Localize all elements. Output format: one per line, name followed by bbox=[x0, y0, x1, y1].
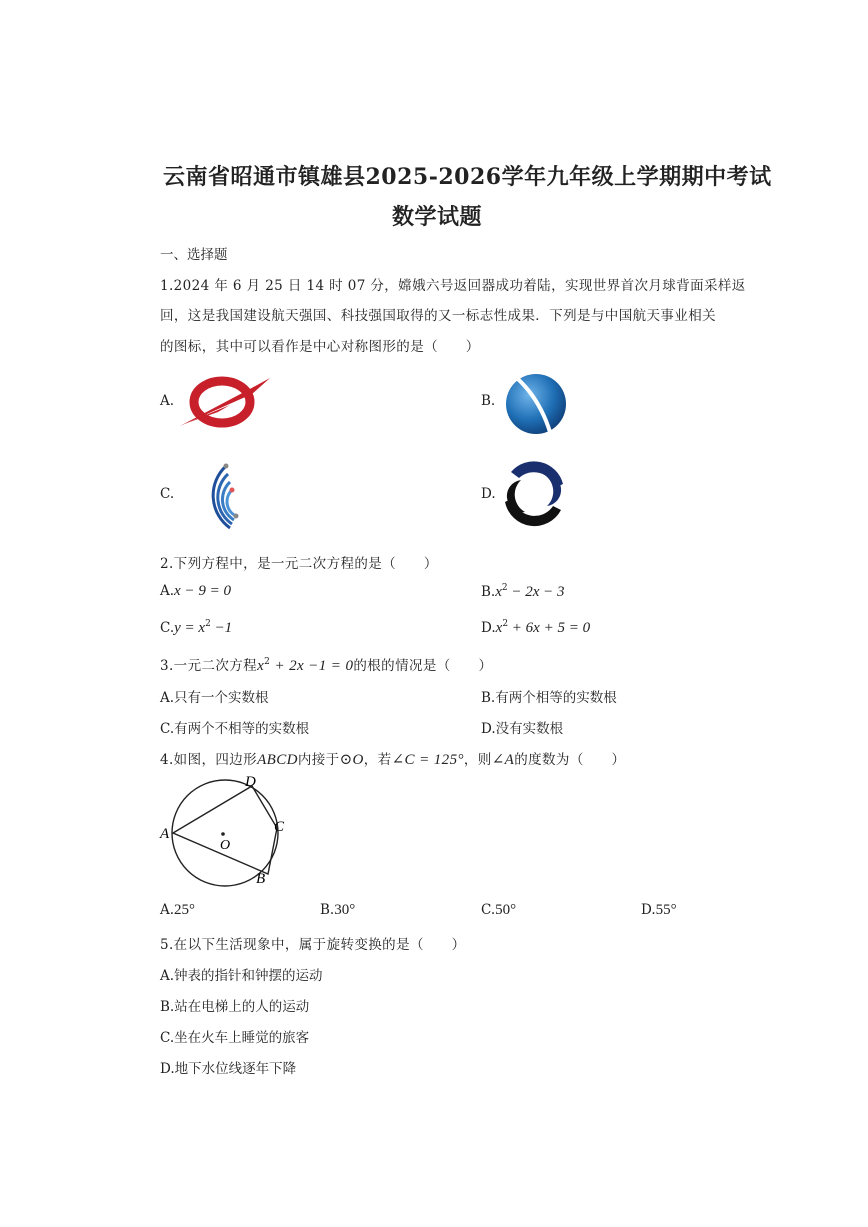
q2-option-d bbox=[481, 619, 590, 637]
q4-option-d-value: 55° bbox=[655, 902, 677, 918]
swirl-circle-logo-icon bbox=[497, 458, 571, 530]
q5-option-d: D.地下水位线逐年下降 bbox=[160, 1061, 297, 1077]
q1-option-c-label: C. bbox=[160, 486, 175, 502]
q4-stem-pre: 4.如图，四边形 bbox=[160, 752, 258, 768]
q4-option-b-value: 30° bbox=[334, 902, 356, 918]
q4-stem bbox=[160, 748, 625, 769]
q2-option-b-math-base: x bbox=[495, 584, 502, 600]
q3-math-base: x bbox=[257, 658, 265, 674]
q3-stem bbox=[160, 654, 492, 675]
q2-option-b-math-rest: − 2x − 3 bbox=[507, 584, 565, 600]
q2-option-c-exponent: 2 bbox=[205, 619, 211, 629]
q4-stem-mid1: 内接于 bbox=[297, 752, 340, 768]
q4-stem-mid3: ，则 bbox=[463, 752, 492, 768]
q4-option-d-label: D. bbox=[641, 902, 656, 918]
q2-option-b bbox=[481, 583, 565, 601]
page-subtitle: 数学试题 bbox=[392, 204, 483, 230]
section-heading: 一、选择题 bbox=[160, 247, 228, 263]
q2-option-c-math-base: y = x bbox=[174, 620, 206, 636]
q2-option-a bbox=[160, 583, 231, 600]
q4-option-c-label: C. bbox=[481, 902, 496, 918]
page-title: 云南省昭通市镇雄县2025-2026学年九年级上学期期中考试 bbox=[163, 164, 772, 190]
q4-angle-a: ∠A bbox=[491, 752, 515, 768]
q4-angle-c: ∠C = 125° bbox=[391, 752, 464, 768]
q2-option-d-math-rest: + 6x + 5 = 0 bbox=[508, 620, 591, 636]
q2-option-c-label: C. bbox=[160, 620, 175, 636]
blue-sphere-logo-icon bbox=[500, 368, 570, 436]
q1-option-a-label: A. bbox=[160, 393, 175, 409]
q4-option-a-value: 25° bbox=[174, 902, 196, 918]
q4-stem-post: 的度数为（ ） bbox=[514, 752, 626, 768]
q3-option-d: D.没有实数根 bbox=[481, 721, 564, 737]
q4-quadrilateral-name: ABCD bbox=[257, 752, 298, 768]
q4-circle-symbol: ⊙O bbox=[339, 752, 364, 768]
q3-math-rest: + 2x −1 = 0 bbox=[270, 658, 354, 674]
vertex-label-a: A bbox=[160, 826, 170, 842]
q5-option-a: A.钟表的指针和钟摆的运动 bbox=[160, 968, 323, 984]
q1-option-b-label: B. bbox=[481, 393, 496, 409]
q4-geometry-figure bbox=[155, 774, 295, 892]
q4-option-c-value: 50° bbox=[495, 902, 517, 918]
q4-option-c bbox=[481, 902, 516, 919]
q5-stem: 5.在以下生活现象中，属于旋转变换的是（ ） bbox=[160, 937, 466, 953]
q4-option-a-label: A. bbox=[160, 902, 175, 918]
q3-option-c: C.有两个不相等的实数根 bbox=[160, 721, 310, 737]
quadrilateral-abcd bbox=[173, 786, 277, 874]
q3-option-a: A.只有一个实数根 bbox=[160, 690, 269, 706]
q1-stem-line2: 回，这是我国建设航天强国、科技强国取得的又一标志性成果．下列是与中国航天事业相关 bbox=[160, 308, 716, 324]
q2-option-d-label: D. bbox=[481, 620, 496, 636]
q2-stem: 2.下列方程中，是一元二次方程的是（ ） bbox=[160, 556, 438, 572]
q2-option-b-exponent: 2 bbox=[501, 583, 508, 593]
q3-stem-pre: 3.一元二次方程 bbox=[160, 658, 258, 674]
q1-stem-line1: 1.2024 年 6 月 25 日 14 时 07 分，嫦娥六号返回器成功着陆，实现世界首次月球背面采样返 bbox=[160, 278, 746, 294]
q3-exponent: 2 bbox=[264, 657, 271, 667]
q2-option-c bbox=[160, 619, 232, 637]
q1-option-d-label: D. bbox=[481, 486, 496, 502]
q3-stem-post: 的根的情况是（ ） bbox=[353, 658, 493, 674]
q2-option-b-label: B. bbox=[481, 584, 496, 600]
q4-option-b-label: B. bbox=[320, 902, 335, 918]
q4-stem-mid2: ，若 bbox=[363, 752, 392, 768]
q4-option-b bbox=[320, 902, 355, 919]
q5-option-b: B.站在电梯上的人的运动 bbox=[160, 999, 310, 1015]
q2-option-a-math: x − 9 = 0 bbox=[174, 583, 231, 599]
center-label-o: O bbox=[220, 838, 231, 853]
q4-option-a bbox=[160, 902, 195, 919]
center-point bbox=[221, 832, 225, 836]
q5-option-c: C.坐在火车上睡觉的旅客 bbox=[160, 1030, 310, 1046]
vertex-label-b: B bbox=[256, 871, 266, 887]
q2-option-a-label: A. bbox=[160, 583, 175, 599]
q2-option-d-exponent: 2 bbox=[502, 619, 509, 629]
q3-option-b: B.有两个相等的实数根 bbox=[481, 690, 617, 706]
spiral-arcs-logo-icon bbox=[180, 460, 252, 532]
q2-option-d-math-base: x bbox=[495, 620, 503, 636]
q2-option-c-math-rest: −1 bbox=[210, 620, 233, 636]
q1-stem-line3: 的图标，其中可以看作是中心对称图形的是（ ） bbox=[160, 339, 480, 355]
vertex-label-d: D bbox=[245, 774, 256, 790]
vertex-label-c: C bbox=[274, 819, 285, 835]
q4-option-d bbox=[641, 902, 677, 919]
ring-orbit-logo-icon bbox=[178, 372, 274, 432]
